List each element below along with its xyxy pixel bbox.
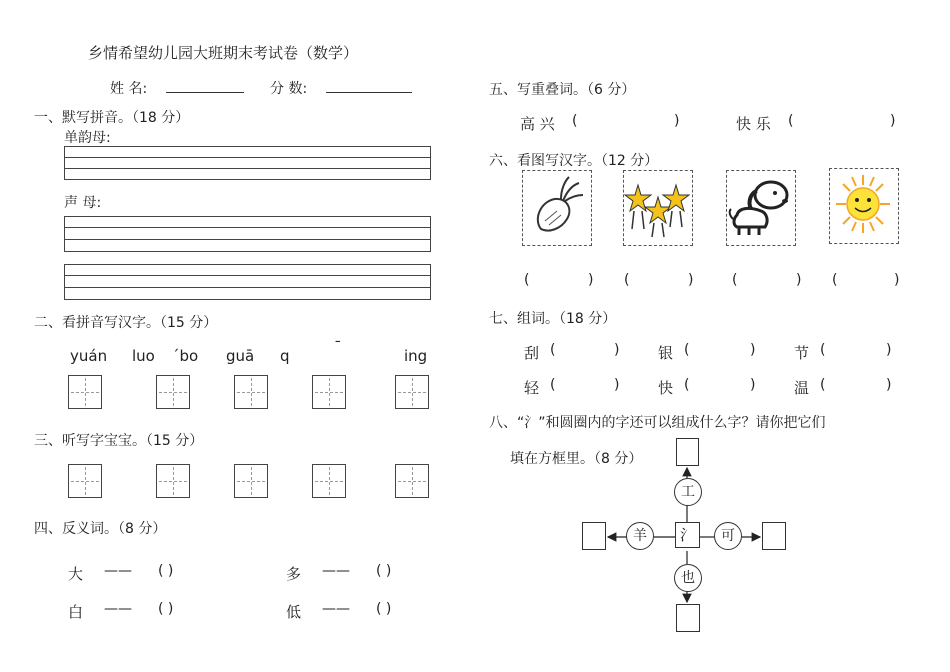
page-title: 乡情希望幼儿园大班期末考试卷（数学） bbox=[88, 44, 359, 62]
paren-open: ( bbox=[820, 377, 826, 393]
bottom-char-circle: 也 bbox=[674, 564, 702, 592]
score-field[interactable] bbox=[326, 78, 412, 93]
pinyin-lines-2[interactable] bbox=[64, 216, 431, 252]
paren-open: ( bbox=[572, 113, 578, 129]
sec6-heading: 六、看图写汉字。（12 分） bbox=[489, 153, 659, 169]
sec8-heading: 八、“氵”和圆圈内的字还可以组成什么字？请你把它们 bbox=[489, 415, 826, 431]
paren-close: ) bbox=[890, 113, 896, 129]
answer-box-right[interactable] bbox=[762, 522, 786, 550]
antonym-answer[interactable]: ( ) bbox=[376, 563, 392, 579]
word-answer[interactable] bbox=[560, 375, 612, 397]
paren-close: ) bbox=[894, 272, 900, 288]
pinyin-lines-3[interactable] bbox=[64, 264, 431, 300]
paren-close: ) bbox=[588, 272, 594, 288]
word-char: 快 bbox=[658, 379, 674, 397]
sun-picture bbox=[829, 168, 899, 244]
paren-close: ) bbox=[886, 377, 892, 393]
sec3-heading: 三、听写字宝宝。（15 分） bbox=[34, 433, 204, 449]
tian-grid[interactable] bbox=[234, 464, 268, 498]
antonym-dash: —— bbox=[104, 563, 132, 579]
paren-open: ( bbox=[820, 342, 826, 358]
antonym-dash: —— bbox=[322, 563, 350, 579]
paren-close: ) bbox=[674, 113, 680, 129]
sec4-heading: 四、反义词。（8 分） bbox=[34, 521, 167, 537]
paren-close: ) bbox=[750, 377, 756, 393]
radish-picture bbox=[522, 170, 592, 246]
paren-open: ( bbox=[524, 272, 530, 288]
picture-answer[interactable] bbox=[634, 270, 684, 292]
pinyin-4: guā bbox=[226, 347, 255, 365]
picture-answer[interactable] bbox=[842, 270, 892, 292]
antonym-dash: —— bbox=[322, 601, 350, 617]
sec8-heading-2: 填在方框里。（8 分） bbox=[510, 451, 643, 467]
antonym-dash: —— bbox=[104, 601, 132, 617]
top-char-circle: 工 bbox=[674, 478, 702, 506]
right-char-circle: 可 bbox=[714, 522, 742, 550]
paren-close: ) bbox=[614, 377, 620, 393]
dog-picture bbox=[726, 170, 796, 246]
word-answer[interactable] bbox=[694, 340, 746, 362]
radish-icon bbox=[523, 171, 589, 243]
paren-close: ) bbox=[750, 342, 756, 358]
word-char: 温 bbox=[794, 379, 810, 397]
name-label: 姓 名: bbox=[110, 81, 148, 97]
pinyin-7: ing bbox=[404, 347, 428, 365]
word-answer[interactable] bbox=[694, 375, 746, 397]
reduplication-answer[interactable] bbox=[582, 110, 672, 132]
paren-open: ( bbox=[684, 342, 690, 358]
pinyin-2: luo bbox=[132, 347, 155, 365]
stars-picture bbox=[623, 170, 693, 246]
tian-grid[interactable] bbox=[68, 375, 102, 409]
paren-close: ) bbox=[688, 272, 694, 288]
tian-grid[interactable] bbox=[395, 375, 429, 409]
pinyin-1: yuán bbox=[70, 347, 108, 365]
picture-answer[interactable] bbox=[742, 270, 792, 292]
radical-center: 氵 bbox=[675, 522, 700, 548]
tian-grid[interactable] bbox=[68, 464, 102, 498]
answer-box-left[interactable] bbox=[582, 522, 606, 550]
answer-box-bottom[interactable] bbox=[676, 604, 700, 632]
antonym-word: 大 bbox=[68, 565, 84, 583]
sec7-heading: 七、组词。（18 分） bbox=[489, 311, 617, 327]
sec1-sub1: 单韵母: bbox=[64, 130, 111, 146]
word-answer[interactable] bbox=[830, 375, 882, 397]
paren-open: ( bbox=[732, 272, 738, 288]
sec1-heading: 一、默写拼音。（18 分） bbox=[34, 110, 190, 126]
tian-grid[interactable] bbox=[156, 375, 190, 409]
tian-grid[interactable] bbox=[312, 464, 346, 498]
paren-open: ( bbox=[788, 113, 794, 129]
reduplication-word: 高 兴 bbox=[520, 115, 555, 133]
dog-icon bbox=[727, 171, 793, 243]
word-char: 轻 bbox=[524, 379, 540, 397]
pinyin-lines-1[interactable] bbox=[64, 146, 431, 180]
paren-open: ( bbox=[550, 342, 556, 358]
tian-grid[interactable] bbox=[312, 375, 346, 409]
sec2-heading: 二、看拼音写汉字。（15 分） bbox=[34, 315, 218, 331]
antonym-answer[interactable]: ( ) bbox=[158, 601, 174, 617]
antonym-answer[interactable]: ( ) bbox=[376, 601, 392, 617]
antonym-word: 多 bbox=[286, 565, 302, 583]
sec5-heading: 五、写重叠词。（6 分） bbox=[489, 82, 636, 98]
paren-open: ( bbox=[684, 377, 690, 393]
pinyin-5: q bbox=[280, 347, 290, 365]
paren-open: ( bbox=[624, 272, 630, 288]
tian-grid[interactable] bbox=[395, 464, 429, 498]
name-field[interactable] bbox=[166, 78, 244, 93]
sec1-sub2: 声 母: bbox=[64, 195, 102, 211]
stars-icon bbox=[624, 171, 690, 243]
word-char: 刮 bbox=[524, 344, 540, 362]
answer-box-top[interactable] bbox=[676, 438, 699, 466]
paren-open: ( bbox=[832, 272, 838, 288]
pinyin-3: ˊbo bbox=[172, 347, 199, 365]
antonym-word: 白 bbox=[68, 603, 84, 621]
paren-close: ) bbox=[886, 342, 892, 358]
sun-icon bbox=[830, 169, 896, 241]
word-char: 节 bbox=[794, 344, 810, 362]
score-label: 分 数: bbox=[270, 81, 308, 97]
tian-grid[interactable] bbox=[234, 375, 268, 409]
word-answer[interactable] bbox=[560, 340, 612, 362]
picture-answer[interactable] bbox=[534, 270, 584, 292]
antonym-word: 低 bbox=[286, 603, 302, 621]
word-answer[interactable] bbox=[830, 340, 882, 362]
paren-open: ( bbox=[550, 377, 556, 393]
reduplication-word: 快 乐 bbox=[736, 115, 771, 133]
pinyin-6: ¯ bbox=[334, 338, 342, 356]
word-char: 银 bbox=[658, 344, 674, 362]
left-char-circle: 羊 bbox=[626, 522, 654, 550]
antonym-answer[interactable]: ( ) bbox=[158, 563, 174, 579]
paren-close: ) bbox=[796, 272, 802, 288]
reduplication-answer[interactable] bbox=[798, 110, 886, 132]
paren-close: ) bbox=[614, 342, 620, 358]
tian-grid[interactable] bbox=[156, 464, 190, 498]
